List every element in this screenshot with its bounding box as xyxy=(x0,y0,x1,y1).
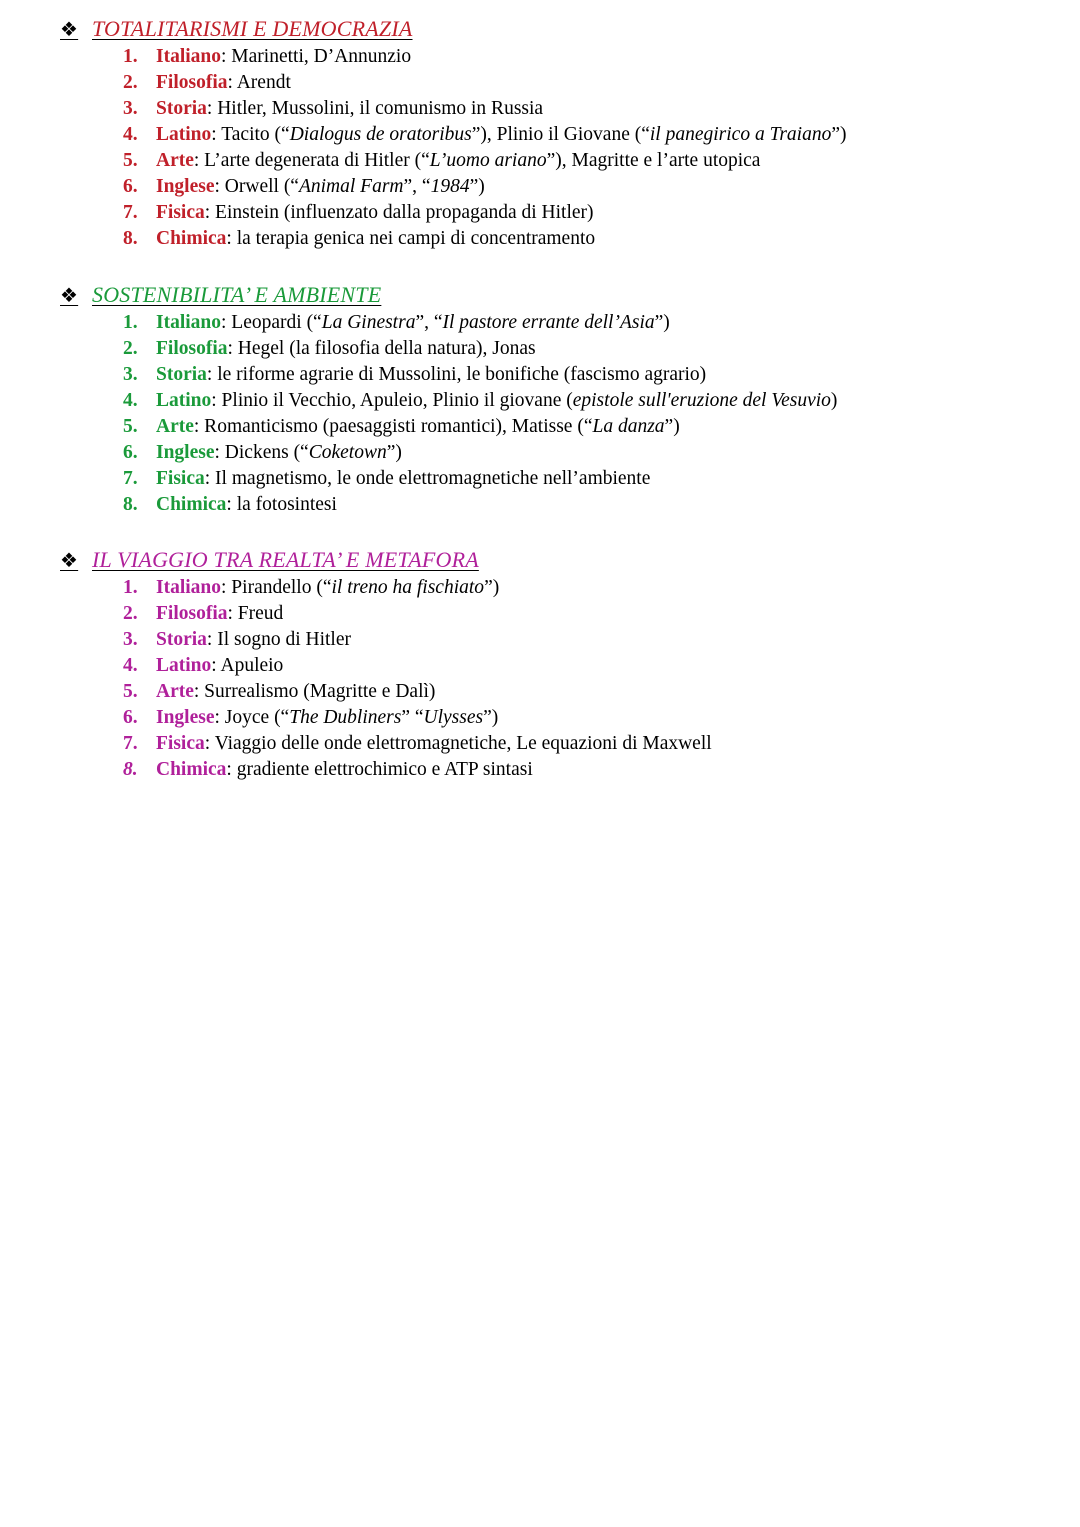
list-item xyxy=(123,148,1020,174)
item-text: ”), Magritte e l’arte utopica xyxy=(546,150,761,171)
item-title-italic: La danza xyxy=(592,416,665,437)
section-heading xyxy=(60,14,1020,44)
item-title-italic: Coketown xyxy=(308,442,387,463)
item-subject: Latino xyxy=(156,124,212,145)
item-number: 5. xyxy=(123,681,138,702)
section-heading xyxy=(60,280,1020,310)
item-subject: Latino xyxy=(156,655,212,676)
item-subject: Inglese xyxy=(156,176,215,197)
item-title-italic: epistole sull'eruzione del Vesuvio xyxy=(572,390,831,411)
item-number: 4. xyxy=(123,124,138,145)
item-title-italic: La Ginestra xyxy=(321,312,416,333)
list-item xyxy=(123,705,1020,731)
item-subject: Filosofia xyxy=(156,603,228,624)
item-text: : la fotosintesi xyxy=(226,494,337,515)
item-subject: Arte xyxy=(156,150,194,171)
list-item xyxy=(123,492,1020,518)
item-subject: Filosofia xyxy=(156,72,228,93)
section-viaggio xyxy=(60,545,1020,783)
item-text: : Einstein (influenzato dalla propaganda di Hitler) xyxy=(204,202,594,223)
item-subject: Inglese xyxy=(156,707,215,728)
item-text: ”) xyxy=(469,176,485,197)
item-subject: Italiano xyxy=(156,577,222,598)
item-text: ”, “ xyxy=(403,176,431,197)
item-text: : Joyce (“ xyxy=(214,707,290,728)
item-number: 8. xyxy=(123,228,138,249)
item-title-italic: L’uomo ariano xyxy=(429,150,547,171)
item-subject: Inglese xyxy=(156,442,215,463)
item-text: : Il magnetismo, le onde elettromagnetiche nell’ambiente xyxy=(204,468,651,489)
list-item xyxy=(123,466,1020,492)
item-title-italic: Ulysses xyxy=(423,707,484,728)
item-subject: Fisica xyxy=(156,733,205,754)
item-title-italic: Dialogus de oratoribus xyxy=(289,124,472,145)
list-item xyxy=(123,336,1020,362)
item-text: ”) xyxy=(831,124,847,145)
item-title-italic: 1984 xyxy=(430,176,470,197)
list-item xyxy=(123,44,1020,70)
item-number: 3. xyxy=(123,629,138,650)
item-number: 4. xyxy=(123,655,138,676)
item-text: : Il sogno di Hitler xyxy=(206,629,351,650)
section-heading xyxy=(60,545,1020,575)
list-item xyxy=(123,122,1020,148)
item-text: ”) xyxy=(654,312,670,333)
item-text: ”) xyxy=(484,577,500,598)
list-item xyxy=(123,627,1020,653)
list-item xyxy=(123,200,1020,226)
list-item xyxy=(123,414,1020,440)
item-text: : Tacito (“ xyxy=(211,124,290,145)
item-number: 7. xyxy=(123,468,138,489)
section-title: TOTALITARISMI E DEMOCRAZIA xyxy=(92,16,413,41)
item-number: 3. xyxy=(123,364,138,385)
item-number: 6. xyxy=(123,176,138,197)
item-subject: Fisica xyxy=(156,202,205,223)
item-number: 1. xyxy=(123,312,138,333)
item-subject: Arte xyxy=(156,681,194,702)
list-item xyxy=(123,731,1020,757)
item-number: 7. xyxy=(123,733,138,754)
item-subject: Storia xyxy=(156,629,207,650)
item-subject: Filosofia xyxy=(156,338,228,359)
item-number: 5. xyxy=(123,150,138,171)
item-number: 8. xyxy=(123,494,138,515)
section-sostenibilita xyxy=(60,280,1020,518)
item-number: 1. xyxy=(123,577,138,598)
list-item xyxy=(123,575,1020,601)
item-text: ”), Plinio il Giovane (“ xyxy=(471,124,650,145)
list-item xyxy=(123,96,1020,122)
item-title-italic: il panegirico a Traiano xyxy=(649,124,832,145)
item-text: ”, “ xyxy=(415,312,443,333)
item-text: : Arendt xyxy=(227,72,291,93)
list-item xyxy=(123,226,1020,252)
item-text: : Dickens (“ xyxy=(214,442,309,463)
item-title-italic: il treno ha fischiato xyxy=(331,577,485,598)
subject-list xyxy=(123,575,1020,783)
list-item xyxy=(123,440,1020,466)
item-text: : le riforme agrarie di Mussolini, le bonifiche (fascismo agrario) xyxy=(206,364,707,385)
item-text: : Surrealismo (Magritte e Dalì) xyxy=(193,681,436,702)
item-text: ) xyxy=(830,390,838,411)
list-item xyxy=(123,174,1020,200)
item-text: ”) xyxy=(386,442,402,463)
item-subject: Chimica xyxy=(156,759,227,780)
list-item xyxy=(123,653,1020,679)
item-number: 6. xyxy=(123,707,138,728)
section-totalitarismi xyxy=(60,14,1020,252)
list-item xyxy=(123,757,1020,783)
item-text: : la terapia genica nei campi di concentramento xyxy=(226,228,596,249)
item-text: : Plinio il Vecchio, Apuleio, Plinio il giovane ( xyxy=(211,390,573,411)
item-number: 4. xyxy=(123,390,138,411)
list-item xyxy=(123,388,1020,414)
item-text: : gradiente elettrochimico e ATP sintasi xyxy=(226,759,533,780)
item-number: 2. xyxy=(123,338,138,359)
item-subject: Latino xyxy=(156,390,212,411)
list-item xyxy=(123,70,1020,96)
item-text: ”) xyxy=(664,416,680,437)
item-number: 1. xyxy=(123,46,138,67)
item-subject: Arte xyxy=(156,416,194,437)
item-title-italic: Animal Farm xyxy=(298,176,404,197)
item-text: : Leopardi (“ xyxy=(221,312,322,333)
list-item xyxy=(123,679,1020,705)
item-text: : L’arte degenerata di Hitler (“ xyxy=(193,150,430,171)
list-item xyxy=(123,362,1020,388)
item-text: : Hegel (la filosofia della natura), Jonas xyxy=(227,338,536,359)
item-title-italic: The Dubliners xyxy=(289,707,402,728)
item-text: : Pirandello (“ xyxy=(221,577,332,598)
section-title: IL VIAGGIO TRA REALTA’ E METAFORA xyxy=(92,547,479,572)
item-number: 8. xyxy=(123,759,138,780)
item-text: : Romanticismo (paesaggisti romantici), Matisse (“ xyxy=(193,416,593,437)
item-subject: Storia xyxy=(156,364,207,385)
diamond-bullet-icon: ❖ xyxy=(60,18,79,41)
item-number: 7. xyxy=(123,202,138,223)
item-number: 6. xyxy=(123,442,138,463)
item-text: : Marinetti, D’Annunzio xyxy=(221,46,412,67)
item-number: 2. xyxy=(123,603,138,624)
item-text: ”) xyxy=(483,707,499,728)
item-subject: Chimica xyxy=(156,494,227,515)
list-item xyxy=(123,310,1020,336)
list-item xyxy=(123,601,1020,627)
item-subject: Chimica xyxy=(156,228,227,249)
diamond-bullet-icon: ❖ xyxy=(60,549,79,572)
item-subject: Fisica xyxy=(156,468,205,489)
subject-list xyxy=(123,44,1020,252)
item-number: 5. xyxy=(123,416,138,437)
item-subject: Italiano xyxy=(156,46,222,67)
item-text: : Freud xyxy=(227,603,284,624)
diamond-bullet-icon: ❖ xyxy=(60,284,79,307)
item-text: : Viaggio delle onde elettromagnetiche, Le equazioni di Maxwell xyxy=(204,733,712,754)
item-subject: Storia xyxy=(156,98,207,119)
section-title: SOSTENIBILITA’ E AMBIENTE xyxy=(92,282,382,307)
subject-list xyxy=(123,310,1020,518)
item-number: 3. xyxy=(123,98,138,119)
item-title-italic: Il pastore errante dell’Asia xyxy=(442,312,655,333)
item-text: ” “ xyxy=(401,707,424,728)
item-text: : Apuleio xyxy=(211,655,284,676)
item-subject: Italiano xyxy=(156,312,222,333)
item-text: : Orwell (“ xyxy=(214,176,299,197)
item-text: : Hitler, Mussolini, il comunismo in Russia xyxy=(206,98,544,119)
item-number: 2. xyxy=(123,72,138,93)
